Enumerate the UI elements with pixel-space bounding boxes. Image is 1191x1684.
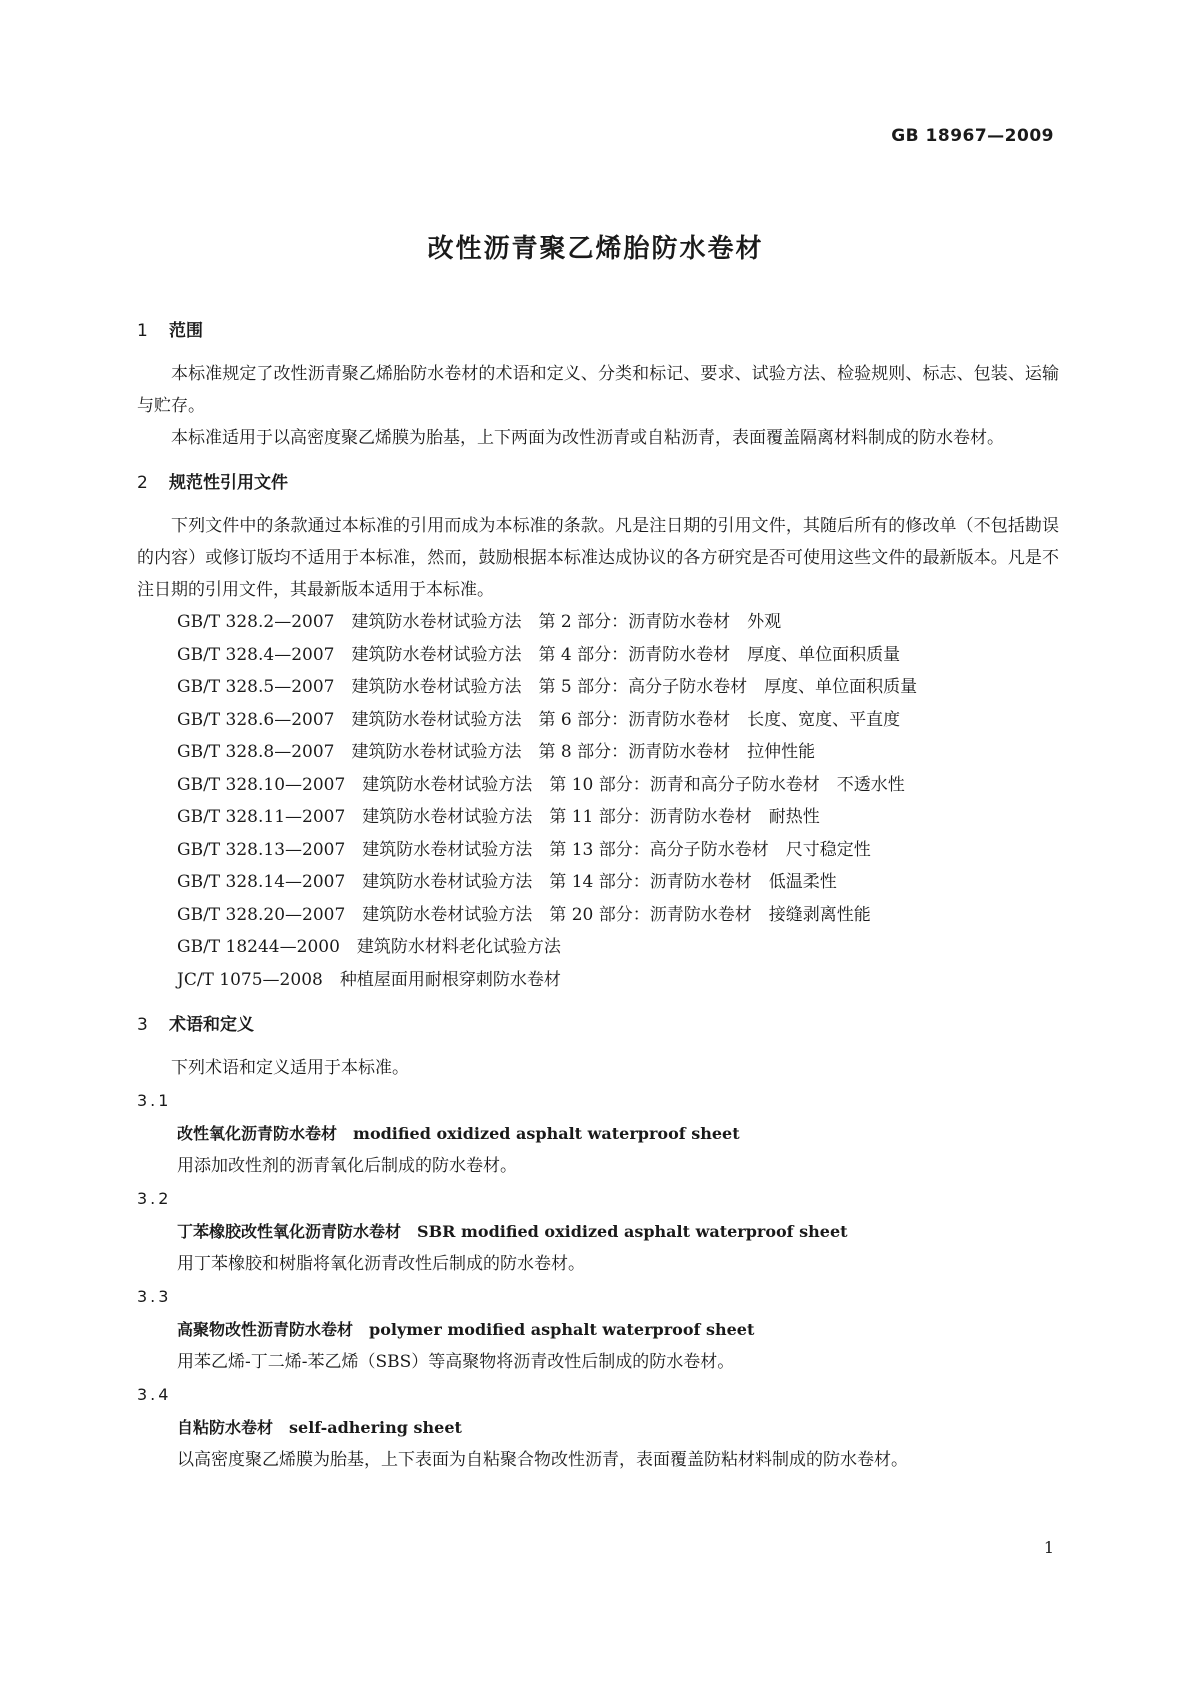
term-heading [137,1412,1059,1444]
term-en: modified oxidized asphalt waterproof sheet [353,1124,740,1143]
document-title: 改性沥青聚乙烯胎防水卷材 [427,234,764,264]
term-definition: 用苯乙烯-丁二烯-苯乙烯（SBS）等高聚物将沥青改性后制成的防水卷材。 [177,1352,735,1372]
reference-item: GB/T 328.13—2007 建筑防水卷材试验方法 第 13 部分：高分子防水卷材 尺寸稳定性 [177,839,871,860]
term-number: 3.2 [137,1189,172,1208]
section-number: 1 [137,321,148,341]
section-3-heading [137,1012,1059,1038]
term-zh: 丁苯橡胶改性氧化沥青防水卷材 [177,1222,402,1241]
term-en: self-adhering sheet [289,1418,462,1437]
term-heading [137,1216,1059,1248]
term-number: 3.3 [137,1287,172,1306]
term-zh: 改性氧化沥青防水卷材 [177,1124,338,1143]
section-title: 规范性引用文件 [169,473,288,493]
term-heading [137,1118,1059,1150]
paragraph: 下列术语和定义适用于本标准。 [171,1058,409,1078]
reference-item: GB/T 328.6—2007 建筑防水卷材试验方法 第 6 部分：沥青防水卷材 长度、宽度、平直度 [177,709,901,730]
section-number: 2 [137,473,148,493]
term-definition: 用丁苯橡胶和树脂将氧化沥青改性后制成的防水卷材。 [177,1254,585,1274]
reference-item: GB/T 328.14—2007 建筑防水卷材试验方法 第 14 部分：沥青防水卷材 低温柔性 [177,872,837,892]
term-definition: 用添加改性剂的沥青氧化后制成的防水卷材。 [177,1156,517,1176]
paragraph: 本标准规定了改性沥青聚乙烯胎防水卷材的术语和定义、分类和标记、要求、试验方法、检验规则、标志、包装、运输与贮存。 [137,364,1059,416]
term-en: polymer modified asphalt waterproof sheet [369,1320,755,1339]
reference-item: GB/T 328.8—2007 建筑防水卷材试验方法 第 8 部分：沥青防水卷材 拉伸性能 [177,742,816,762]
term-zh: 高聚物改性沥青防水卷材 [177,1320,354,1339]
section-number: 3 [137,1015,148,1035]
term-zh: 自粘防水卷材 [177,1418,274,1437]
reference-item: GB/T 328.10—2007 建筑防水卷材试验方法 第 10 部分：沥青和高分子防水卷材 不透水性 [177,774,905,795]
section-title: 范围 [169,321,203,341]
standard-number: GB 18967—2009 [891,126,1054,146]
paragraph: 本标准适用于以高密度聚乙烯膜为胎基，上下两面为改性沥青或自粘沥青，表面覆盖隔离材料制成的防水卷材。 [171,428,1004,448]
reference-item: GB/T 18244—2000 建筑防水材料老化试验方法 [177,937,561,957]
reference-item: GB/T 328.20—2007 建筑防水卷材试验方法 第 20 部分：沥青防水卷材 接缝剥离性能 [177,904,871,925]
reference-item: GB/T 328.2—2007 建筑防水卷材试验方法 第 2 部分：沥青防水卷材 外观 [177,612,782,632]
term-heading [137,1314,1059,1346]
section-1-heading [137,318,1059,344]
term-number: 3.1 [137,1091,172,1110]
reference-item: JC/T 1075—2008 种植屋面用耐根穿刺防水卷材 [177,969,561,990]
reference-item: GB/T 328.4—2007 建筑防水卷材试验方法 第 4 部分：沥青防水卷材 厚度、单位面积质量 [177,644,901,665]
paragraph: 下列文件中的条款通过本标准的引用而成为本标准的条款。凡是注日期的引用文件，其随后所有的修改单（不包括勘误的内容）或修订版均不适用于本标准，然而，鼓励根据本标准达成协议的各方研究是否可使用这些文件的最新版本。凡是不注日期的引用文件，其最新版本适用于本标准。 [137,516,1059,600]
term-definition: 以高密度聚乙烯膜为胎基，上下表面为自粘聚合物改性沥青，表面覆盖防粘材料制成的防水卷材。 [177,1450,908,1470]
document-body [137,318,1059,1476]
term-number: 3.4 [137,1385,172,1404]
section-2-heading [137,470,1059,496]
reference-item: GB/T 328.11—2007 建筑防水卷材试验方法 第 11 部分：沥青防水卷材 耐热性 [177,807,820,827]
section-title: 术语和定义 [169,1015,254,1035]
reference-item: GB/T 328.5—2007 建筑防水卷材试验方法 第 5 部分：高分子防水卷材 厚度、单位面积质量 [177,677,918,697]
page-number: 1 [1043,1538,1054,1557]
term-en: SBR modified oxidized asphalt waterproof sheet [417,1222,848,1241]
